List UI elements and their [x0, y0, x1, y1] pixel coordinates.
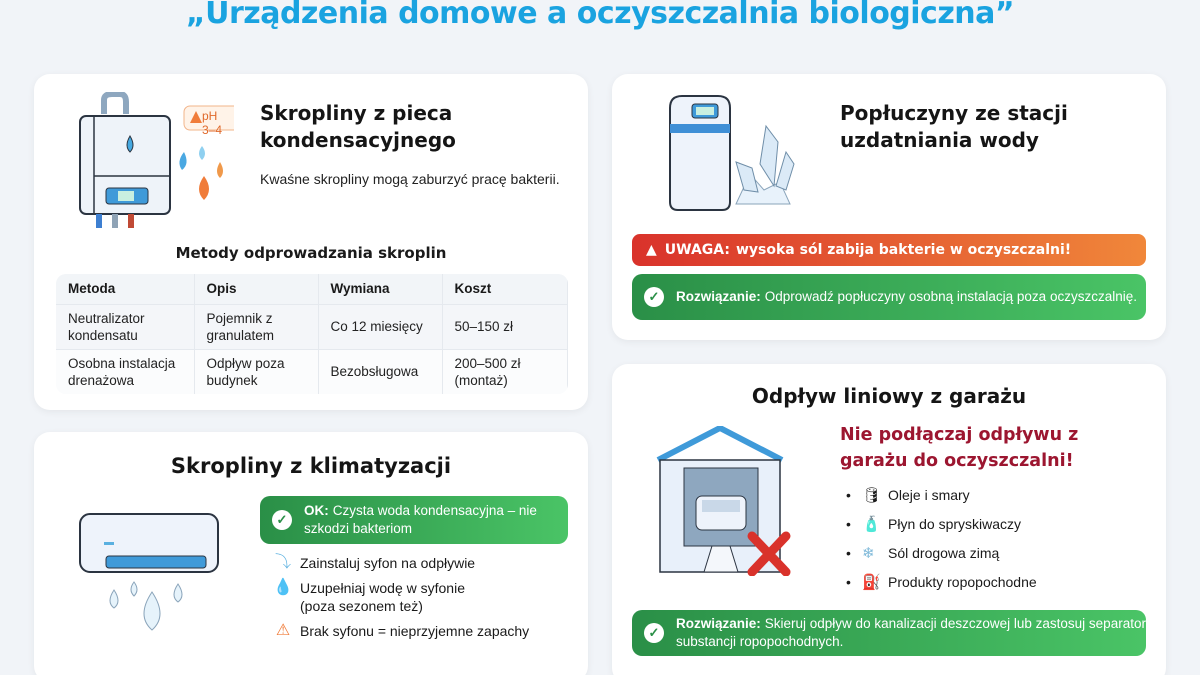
table-cell: Odpływ poza budynek — [194, 349, 318, 394]
check-icon: ✓ — [272, 510, 292, 530]
garage-heading: Odpływ liniowy z garażu — [751, 384, 1027, 408]
column-header: Opis — [194, 274, 318, 304]
card-condensing-boiler — [34, 74, 588, 410]
card-garage-drain — [612, 364, 1166, 675]
fuel-barrel-icon: ⛽ — [862, 573, 881, 591]
oil-icon: 🛢 — [862, 486, 882, 504]
table-cell: 50–150 zł — [442, 304, 568, 349]
card-water-treatment — [612, 74, 1166, 340]
ok-label: OK: — [304, 503, 329, 518]
check-icon: ✓ — [644, 623, 664, 643]
warning-banner — [632, 234, 1146, 266]
ac-heading: Skropliny z klimatyzacji — [170, 454, 452, 478]
garage-illustration — [656, 426, 806, 576]
card-air-conditioning — [34, 432, 588, 675]
siphon-icon: ⤵ — [274, 554, 291, 571]
page-title: „Urządzenia domowe a oczyszczalnia biologiczna” — [185, 0, 1015, 31]
water-drop-icon: 💧 — [273, 579, 293, 596]
table-cell: Osobna instalacja drenażowa — [56, 349, 194, 394]
solution-box — [632, 610, 1146, 656]
list-item: • ⛽ Produkty ropopochodne — [846, 573, 1037, 591]
solution-text: Skieruj odpływ do kanalizacji deszczowej lub zastosuj separator substancji ropopochodnych. — [676, 616, 1146, 649]
solution-label: Rozwiązanie: — [676, 289, 761, 304]
table-cell: Bezobsługowa — [318, 349, 442, 394]
water-softener-illustration — [664, 94, 804, 224]
boiler-illustration — [74, 92, 234, 232]
ph-badge: pH 3–4 — [202, 109, 223, 137]
solution-label: Rozwiązanie: — [676, 616, 761, 631]
table-cell: 200–500 zł (montaż) — [442, 349, 568, 394]
warning-icon: ▲ — [646, 242, 657, 258]
list-item: ⤵ Zainstaluj syfon na odpływie — [266, 554, 576, 572]
table-title: Metody odprowadzania skroplin — [175, 244, 447, 262]
prohibited-substances-list — [846, 480, 1037, 596]
list-item: • ❄ Sól drogowa zimą — [846, 544, 1000, 562]
check-icon: ✓ — [644, 287, 664, 307]
list-item: • 🛢 Oleje i smary — [846, 486, 970, 504]
drainage-methods-table — [56, 274, 568, 394]
ok-text: Czysta woda kondensacyjna – nie szkodzi bakteriom — [304, 503, 537, 536]
salt-icon: ❄ — [862, 544, 875, 562]
water-treatment-heading: Popłuczyny ze stacji uzdatniania wody — [840, 101, 1068, 152]
solution-box — [632, 274, 1146, 320]
ac-tips-list — [266, 554, 576, 647]
column-header: Koszt — [442, 274, 568, 304]
solution-text: Odprowadź popłuczyny osobną instalacją poza oczyszczalnię. — [764, 289, 1137, 304]
column-header: Wymiana — [318, 274, 442, 304]
table-cell: Neutralizator kondensatu — [56, 304, 194, 349]
washer-fluid-icon: 🧴 — [862, 515, 881, 533]
list-item: 💧 Uzupełniaj wodę w syfonie (poza sezonem też) — [266, 579, 576, 615]
boiler-description: Kwaśne skropliny mogą zaburzyć pracę bakterii. — [260, 171, 560, 187]
warning-text: wysoka sól zabija bakterie w oczyszczalni! — [735, 242, 1072, 258]
boiler-heading: Skropliny z pieca kondensacyjnego — [260, 101, 456, 152]
air-conditioner-illustration — [78, 512, 223, 637]
column-header: Metoda — [56, 274, 194, 304]
warning-odor-icon: ⚠ — [275, 622, 291, 639]
list-item: ⚠ Brak syfonu = nieprzyjemne zapachy — [266, 622, 576, 640]
table-cell: Co 12 miesięcy — [318, 304, 442, 349]
table-row — [56, 304, 568, 349]
garage-alert: Nie podłączaj odpływu z garażu do oczyszczalni! — [840, 425, 1079, 471]
table-cell: Pojemnik z granulatem — [194, 304, 318, 349]
table-row — [56, 349, 568, 394]
list-item: • 🧴 Płyn do spryskiwaczy — [846, 515, 1022, 533]
warning-label: UWAGA: — [664, 242, 730, 258]
ok-status-box — [260, 496, 568, 544]
